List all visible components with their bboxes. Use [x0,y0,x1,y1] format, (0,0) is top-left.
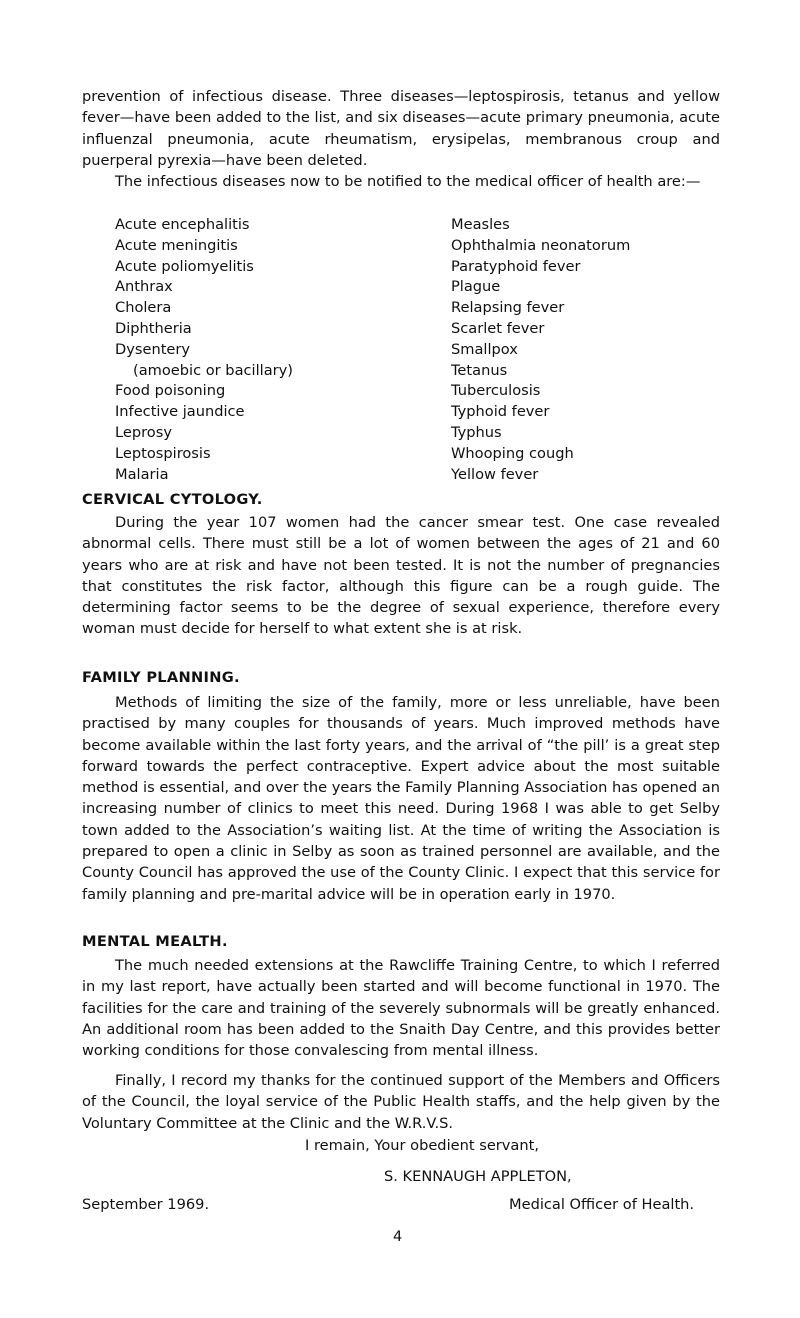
disease-item: Yellow fever [451,465,539,483]
intro-paragraph: prevention of infectious disease. Three diseases—leptospirosis, tetanus and yellow fever—have been added to the list, and six diseases—acute primary pneumonia, acute influenzal pneumonia, acute rheumatism, erysipelas, membranous croup and puerperal pyrexia—have been deleted. [82,88,720,169]
disease-item: Tetanus [451,361,508,379]
disease-item: Tuberculosis [451,382,541,400]
disease-item: Cholera [115,299,172,317]
disease-item: Paratyphoid fever [451,257,581,275]
letter-date: September 1969. [82,1196,210,1213]
disease-item: Food poisoning [115,382,226,400]
disease-item: Typhoid fever [451,403,550,421]
disease-item: Diphtheria [115,319,192,337]
disease-item: Smallpox [451,340,518,358]
section-body-mental: The much needed extensions at the Rawcliffe Training Centre, to which I referred in my last report, have actually been started and will become functional in 1970. The facilities for the care and training of the severely subnormals will be greatly enhanced. An additional room has been added to the Snaith Day Centre, and this provides better working conditions for those convalescing from mental illness. [82,957,720,1060]
section-heading-cervical: CERVICAL CYTOLOGY. [82,491,263,508]
section-body-thanks: Finally, I record my thanks for the continued support of the Members and Officers of the Council, the loyal service of the Public Health staffs, and the help given by the Voluntary Committee at the Clinic and the W.R.V.S. [82,1072,720,1132]
disease-item: Dysentery [115,340,191,358]
section-heading-family: FAMILY PLANNING. [82,669,240,686]
disease-item: Plague [451,278,501,296]
disease-item: Relapsing fever [451,299,565,317]
disease-item: Ophthalmia neonatorum [451,236,631,254]
signature-name: S. KENNAUGH APPLETON, [384,1168,572,1185]
disease-item: Infective jaundice [115,403,245,421]
disease-item: Anthrax [115,278,173,296]
disease-item: Malaria [115,465,169,483]
notified-intro: The infectious diseases now to be notified to the medical officer of health are:— [115,173,701,190]
closing-remain: I remain, Your obedient servant, [305,1137,539,1154]
page-number: 4 [393,1228,403,1245]
disease-item: Typhus [451,423,502,441]
disease-item: Acute meningitis [115,236,238,254]
signature-title: Medical Officer of Health. [509,1196,695,1213]
disease-item: Whooping cough [451,444,574,462]
disease-list-right [451,215,630,485]
disease-item: Acute poliomyelitis [115,257,254,275]
disease-item: Leptospirosis [115,444,211,462]
disease-item: Acute encephalitis [115,216,250,233]
section-body-family: Methods of limiting the size of the family, more or less unreliable, have been practised by many couples for thousands of years. Much improved methods have become available within the last forty years, and the arrival of “the pill’ is a great step forward towards the perfect contraceptive. Expert advice about the most suitable method is essential, and over the years the Family Planning Association has opened an increasing number of clinics to meet this need. During 1968 I was able to get Selby town added to the Association’s waiting list. At the time of writing the Association is prepared to open a clinic in Selby as soon as trained personnel are available, and the County Council has approved the use of the County Clinic. I expect that this service for family planning and pre-marital advice will be in operation early in 1970. [82,694,720,903]
disease-item: (amoebic or bacillary) [133,361,293,379]
section-body-cervical: During the year 107 women had the cancer smear test. One case revealed abnormal cells. There must still be a lot of women between the ages of 21 and 60 years who are at risk and have not been tested. It is not the number of pregnancies that constitutes the risk factor, although this figure can be a rough guide. The determining factor seems to be the degree of sexual experience, therefore every woman must decide for herself to what extent she is at risk. [82,514,720,638]
disease-list-left [115,215,293,485]
disease-item: Measles [451,216,510,233]
section-heading-mental: MENTAL MEALTH. [82,933,228,950]
disease-item: Leprosy [115,423,172,441]
disease-item: Scarlet fever [451,319,545,337]
